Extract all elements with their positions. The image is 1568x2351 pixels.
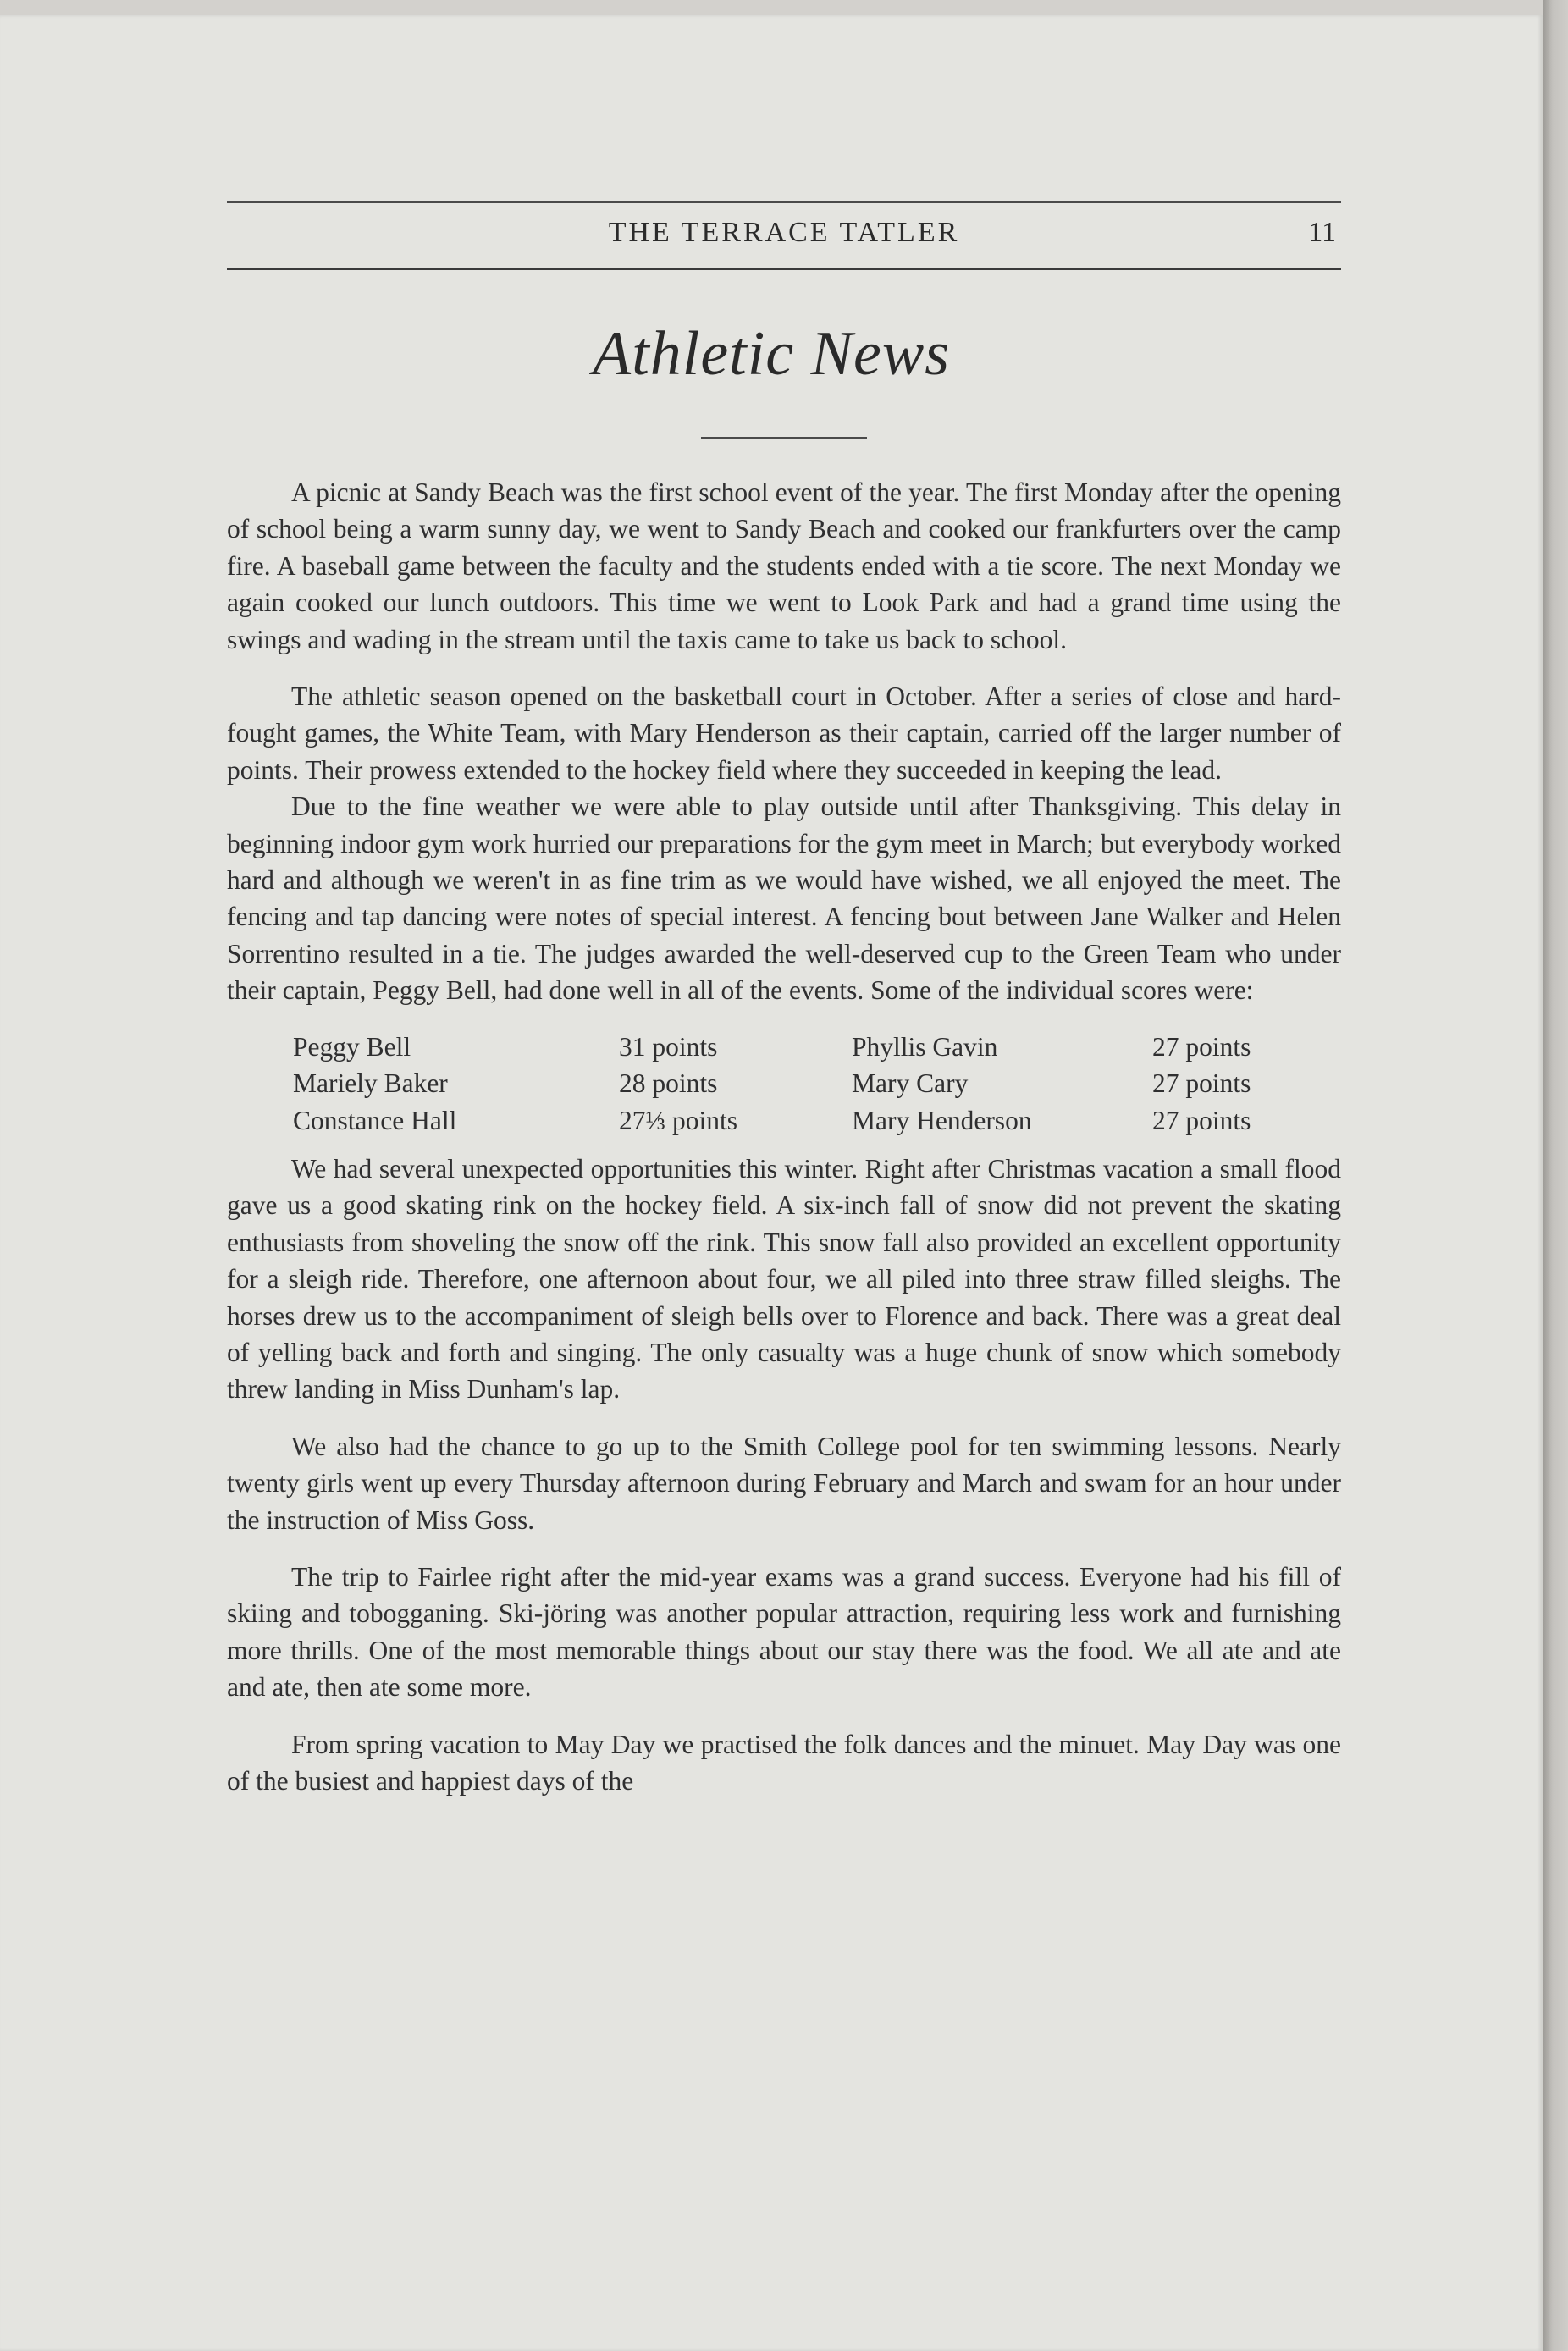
title-divider [701,437,867,439]
page-edge [1543,0,1568,2351]
article-body [227,474,1341,1799]
score-points: 27⅓ points [619,1105,738,1135]
page-number: 11 [1308,217,1336,248]
publication-title: THE TERRACE TATLER [608,217,960,248]
score-points: 27 points [1152,1031,1251,1062]
paragraph: We had several unexpected opportunities this winter. Right after Christmas vacation a small flood gave us a good skating rink on the hockey field. A six-inch fall of snow did not prevent the skating enthusiasts from shoveling the snow off the rink. This snow fall also provided an excellent opportunity for a sleigh ride. Therefore, one afternoon about four, we all piled into three straw filled sleighs. The horses drew us to the accompaniment of sleigh bells over to Florence and back. There was a great deal of yelling back and forth and singing. The only casualty was a huge chunk of snow which somebody threw landing in Miss Dunham's lap. [227,1153,1341,1405]
paragraph: We also had the chance to go up to the Smith College pool for ten swimming lessons. Nearly twenty girls went up every Thursday afternoon during February and March and swam for an hour under the instruction of Miss Goss. [227,1431,1341,1535]
score-name: Constance Hall [293,1105,457,1135]
score-name: Peggy Bell [293,1031,411,1062]
score-name: Mary Cary [852,1068,969,1099]
paragraph: Due to the fine weather we were able to play outside until after Thanksgiving. This delay in beginning indoor gym work hurried our preparations for the gym meet in March; but everybody worked hard and although we weren't in as fine trim as we would have wished, we all enjoyed the meet. The fencing and tap dancing were notes of special interest. A fencing bout between Jane Walker and Helen Sorrentino resulted in a tie. The judges awarded the well-deserved cup to the Green Team who under their captain, Peggy Bell, had done well in all of the events. Some of the individual scores were: [227,792,1341,1006]
score-points: 27 points [1152,1068,1251,1099]
score-name: Phyllis Gavin [852,1031,998,1062]
scores-table [227,1029,1341,1139]
score-name: Mary Henderson [852,1105,1032,1135]
score-name: Mariely Baker [293,1068,448,1099]
paragraph: A picnic at Sandy Beach was the first school event of the year. The first Monday after the opening of school being a warm sunny day, we went to Sandy Beach and cooked our frankfurters over the camp fire. A baseball game between the faculty and the students ended with a tie score. The next Monday we again cooked our lunch outdoors. This time we went to Look Park and had a grand time using the swings and wading in the stream until the taxis came to take us back to school. [227,477,1341,654]
score-points: 28 points [619,1068,718,1099]
article-title: Athletic News [593,319,950,389]
paragraph: The trip to Fairlee right after the mid-year exams was a grand success. Everyone had his fill of skiing and tobogganing. Ski-jöring was another popular attraction, requiring less work and furnishing more thrills. One of the most memorable things about our stay there was the food. We all ate and ate and ate, then ate some more. [227,1561,1341,1703]
score-points: 27 points [1152,1105,1251,1135]
paragraph: From spring vacation to May Day we practised the folk dances and the minuet. May Day was one of the busiest and happiest days of the [227,1729,1341,1796]
paragraph: The athletic season opened on the basketball court in October. After a series of close and hard-fought games, the White Team, with Mary Henderson as their captain, carried off the larger number of points. Their prowess extended to the hockey field where they succeeded in keeping the lead. [227,682,1341,785]
running-header [227,201,1341,270]
score-points: 31 points [619,1031,718,1062]
